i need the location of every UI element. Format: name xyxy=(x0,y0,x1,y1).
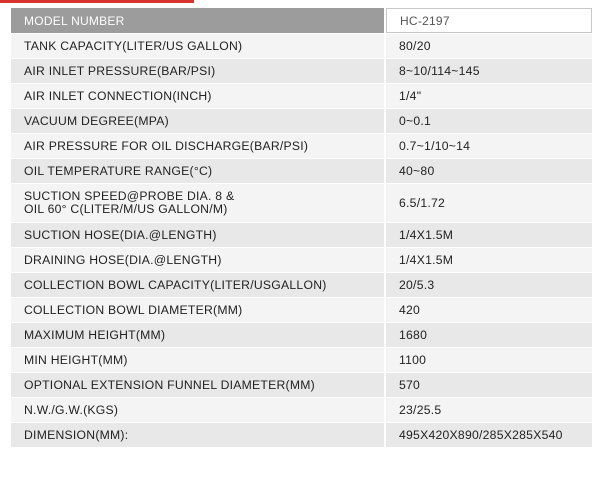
row-label: DRAINING HOSE(DIA.@LENGTH) xyxy=(11,247,386,272)
row-label: COLLECTION BOWL CAPACITY(LITER/USGALLON) xyxy=(11,272,386,297)
row-value: 1/4" xyxy=(386,83,592,108)
row-label: OPTIONAL EXTENSION FUNNEL DIAMETER(MM) xyxy=(11,372,386,397)
row-label: DIMENSION(MM): xyxy=(11,422,386,447)
row-value: 23/25.5 xyxy=(386,397,592,422)
table-row xyxy=(11,397,592,422)
table-row xyxy=(11,183,592,222)
row-value: 80/20 xyxy=(386,33,592,58)
row-value: 20/5.3 xyxy=(386,272,592,297)
row-value: 1680 xyxy=(386,322,592,347)
row-label: AIR PRESSURE FOR OIL DISCHARGE(BAR/PSI) xyxy=(11,133,386,158)
row-label: MAXIMUM HEIGHT(MM) xyxy=(11,322,386,347)
row-label: VACUUM DEGREE(MPA) xyxy=(11,108,386,133)
table-row xyxy=(11,108,592,133)
table-row xyxy=(11,222,592,247)
row-value: 0~0.1 xyxy=(386,108,592,133)
table-row xyxy=(11,158,592,183)
spec-table xyxy=(11,8,592,447)
table-row xyxy=(11,83,592,108)
header-value: HC-2197 xyxy=(386,8,592,33)
table-row xyxy=(11,322,592,347)
table-row xyxy=(11,422,592,447)
row-value: 495X420X890/285X285X540 xyxy=(386,422,592,447)
row-value: 8~10/114~145 xyxy=(386,58,592,83)
table-header-row xyxy=(11,8,592,33)
row-label xyxy=(11,183,386,222)
row-label: SUCTION HOSE(DIA.@LENGTH) xyxy=(11,222,386,247)
table-row xyxy=(11,247,592,272)
table-row xyxy=(11,133,592,158)
row-label: OIL TEMPERATURE RANGE(°C) xyxy=(11,158,386,183)
row-value: 1/4X1.5M xyxy=(386,247,592,272)
row-value: 570 xyxy=(386,372,592,397)
row-label: N.W./G.W.(KGS) xyxy=(11,397,386,422)
row-value: 1/4X1.5M xyxy=(386,222,592,247)
table-row xyxy=(11,372,592,397)
row-value: 420 xyxy=(386,297,592,322)
table-row xyxy=(11,347,592,372)
row-value: 0.7~1/10~14 xyxy=(386,133,592,158)
table-row xyxy=(11,58,592,83)
accent-bar xyxy=(0,0,194,3)
table-row xyxy=(11,297,592,322)
table-row xyxy=(11,33,592,58)
row-label: COLLECTION BOWL DIAMETER(MM) xyxy=(11,297,386,322)
row-label: TANK CAPACITY(LITER/US GALLON) xyxy=(11,33,386,58)
row-label: AIR INLET PRESSURE(BAR/PSI) xyxy=(11,58,386,83)
row-value: 1100 xyxy=(386,347,592,372)
row-value: 6.5/1.72 xyxy=(386,183,592,222)
row-label-line-2: OIL 60° C(LITER/M/US GALLON/M) xyxy=(24,202,228,216)
row-label: AIR INLET CONNECTION(INCH) xyxy=(11,83,386,108)
row-value: 40~80 xyxy=(386,158,592,183)
table-row xyxy=(11,272,592,297)
row-label: MIN HEIGHT(MM) xyxy=(11,347,386,372)
header-label: MODEL NUMBER xyxy=(11,8,386,33)
row-label-line-1: SUCTION SPEED@PROBE DIA. 8 & xyxy=(24,189,235,203)
